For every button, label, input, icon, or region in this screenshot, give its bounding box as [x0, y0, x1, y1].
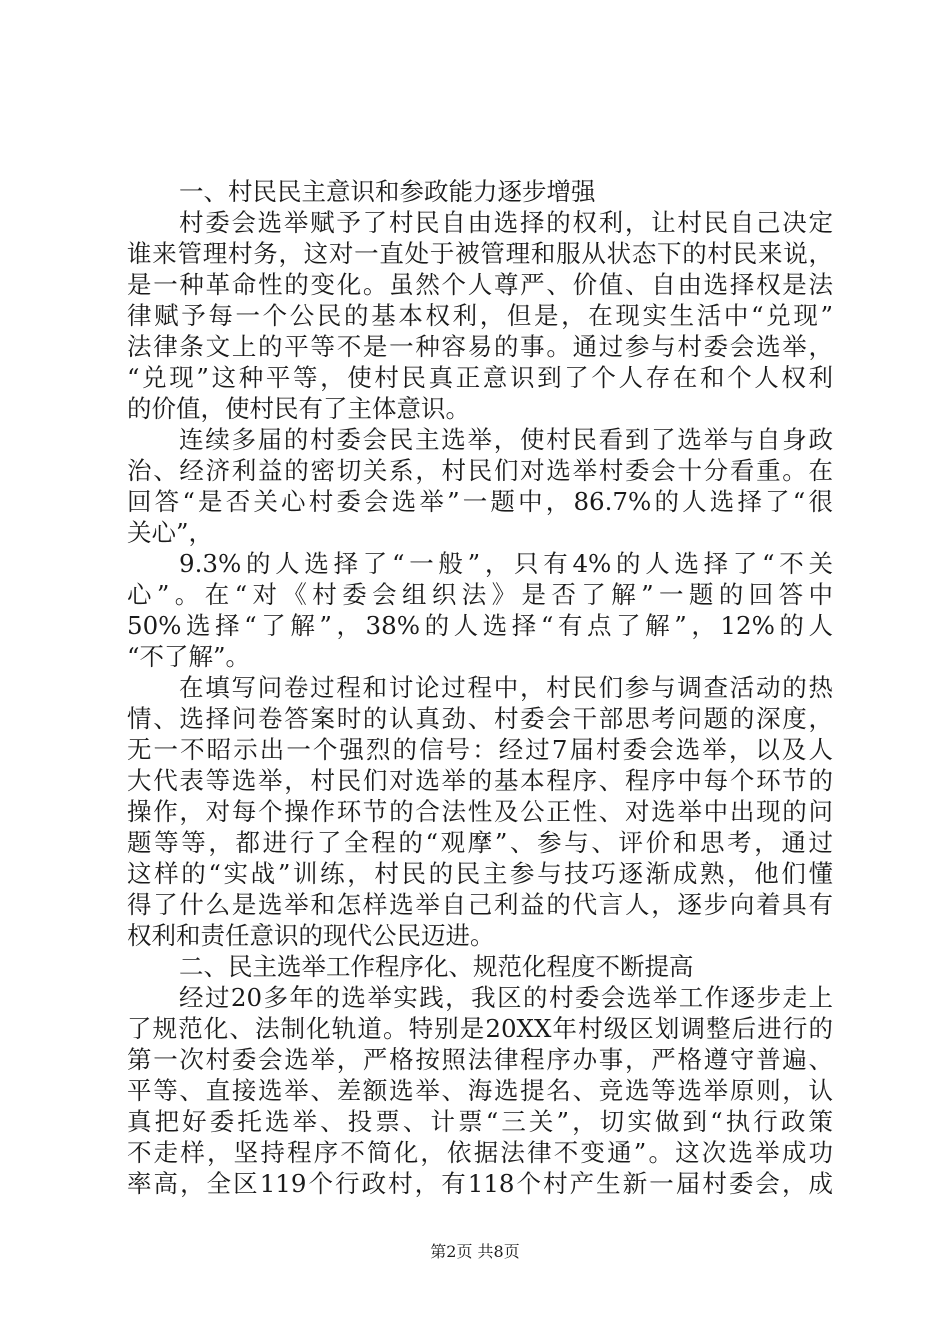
text-line: 是一种革命性的变化。虽然个人尊严、价值、自由选择权是法 — [127, 270, 833, 299]
text-line: 连续多届的村委会民主选举，使村民看到了选举与自身政 — [179, 425, 833, 454]
text-line: 平等、直接选举、差额选举、海选提名、竞选等选举原则，认 — [127, 1076, 833, 1105]
text-line: 回答“是否关心村委会选举”一题中，86.7%的人选择了“很 — [127, 487, 833, 516]
page-footer: 第2页 共8页 — [430, 1242, 520, 1261]
text-line: 了规范化、法制化轨道。特别是20XX年村级区划调整后进行的 — [127, 1014, 833, 1043]
text-line: “兑现”这种平等，使村民真正意识到了个人存在和个人权利 — [127, 363, 833, 392]
text-line: 不走样，坚持程序不简化，依据法律不变通”。这次选举成功 — [127, 1138, 833, 1167]
text-line: 在填写问卷过程和讨论过程中，村民们参与调查活动的热 — [179, 673, 833, 702]
text-line: 真把好委托选举、投票、计票“三关”，切实做到“执行政策 — [127, 1107, 833, 1136]
text-line: 法律条文上的平等不是一种容易的事。通过参与村委会选举， — [127, 332, 833, 361]
text-line: 第一次村委会选举，严格按照法律程序办事，严格遵守普遍、 — [127, 1045, 833, 1074]
text-line: 题等等，都进行了全程的“观摩”、参与、评价和思考，通过 — [127, 828, 833, 857]
text-line: 权利和责任意识的现代公民迈进。 — [127, 921, 495, 950]
text-line: 情、选择问卷答案时的认真劲、村委会干部思考问题的深度， — [127, 704, 833, 733]
text-line: 率高，全区119个行政村，有118个村产生新一届村委会，成 — [127, 1169, 833, 1198]
text-line: 无一不昭示出一个强烈的信号：经过7届村委会选举，以及人 — [127, 735, 833, 764]
text-line: 的价值，使村民有了主体意识。 — [127, 394, 470, 423]
text-line: 二、民主选举工作程序化、规范化程度不断提高 — [179, 952, 694, 981]
text-line: 心”。在“对《村委会组织法》是否了解”一题的回答中 — [127, 580, 833, 609]
text-line: 大代表等选举，村民们对选举的基本程序、程序中每个环节的 — [127, 766, 833, 795]
document-body — [127, 176, 833, 1199]
text-line: 50%选择“了解”，38%的人选择“有点了解”，12%的人 — [127, 611, 833, 640]
text-line: 9.3%的人选择了“一般”，只有4%的人选择了“不关 — [179, 549, 833, 578]
text-line: 经过20多年的选举实践，我区的村委会选举工作逐步走上 — [179, 983, 833, 1012]
text-line: 得了什么是选举和怎样选举自己利益的代言人，逐步向着具有 — [127, 890, 833, 919]
text-line: 律赋予每一个公民的基本权利，但是，在现实生活中“兑现” — [127, 301, 833, 330]
text-line: “不了解”。 — [127, 642, 251, 671]
text-line: 村委会选举赋予了村民自由选择的权利，让村民自己决定 — [179, 208, 833, 237]
text-line: 谁来管理村务，这对一直处于被管理和服从状态下的村民来说， — [127, 239, 833, 268]
text-line: 治、经济利益的密切关系，村民们对选举村委会十分看重。在 — [127, 456, 833, 485]
text-line: 操作，对每个操作环节的合法性及公正性、对选举中出现的问 — [127, 797, 833, 826]
text-line: 这样的“实战”训练，村民的民主参与技巧逐渐成熟，他们懂 — [127, 859, 833, 888]
text-line: 关心”， — [127, 518, 214, 547]
text-line: 一、村民民主意识和参政能力逐步增强 — [179, 177, 596, 206]
